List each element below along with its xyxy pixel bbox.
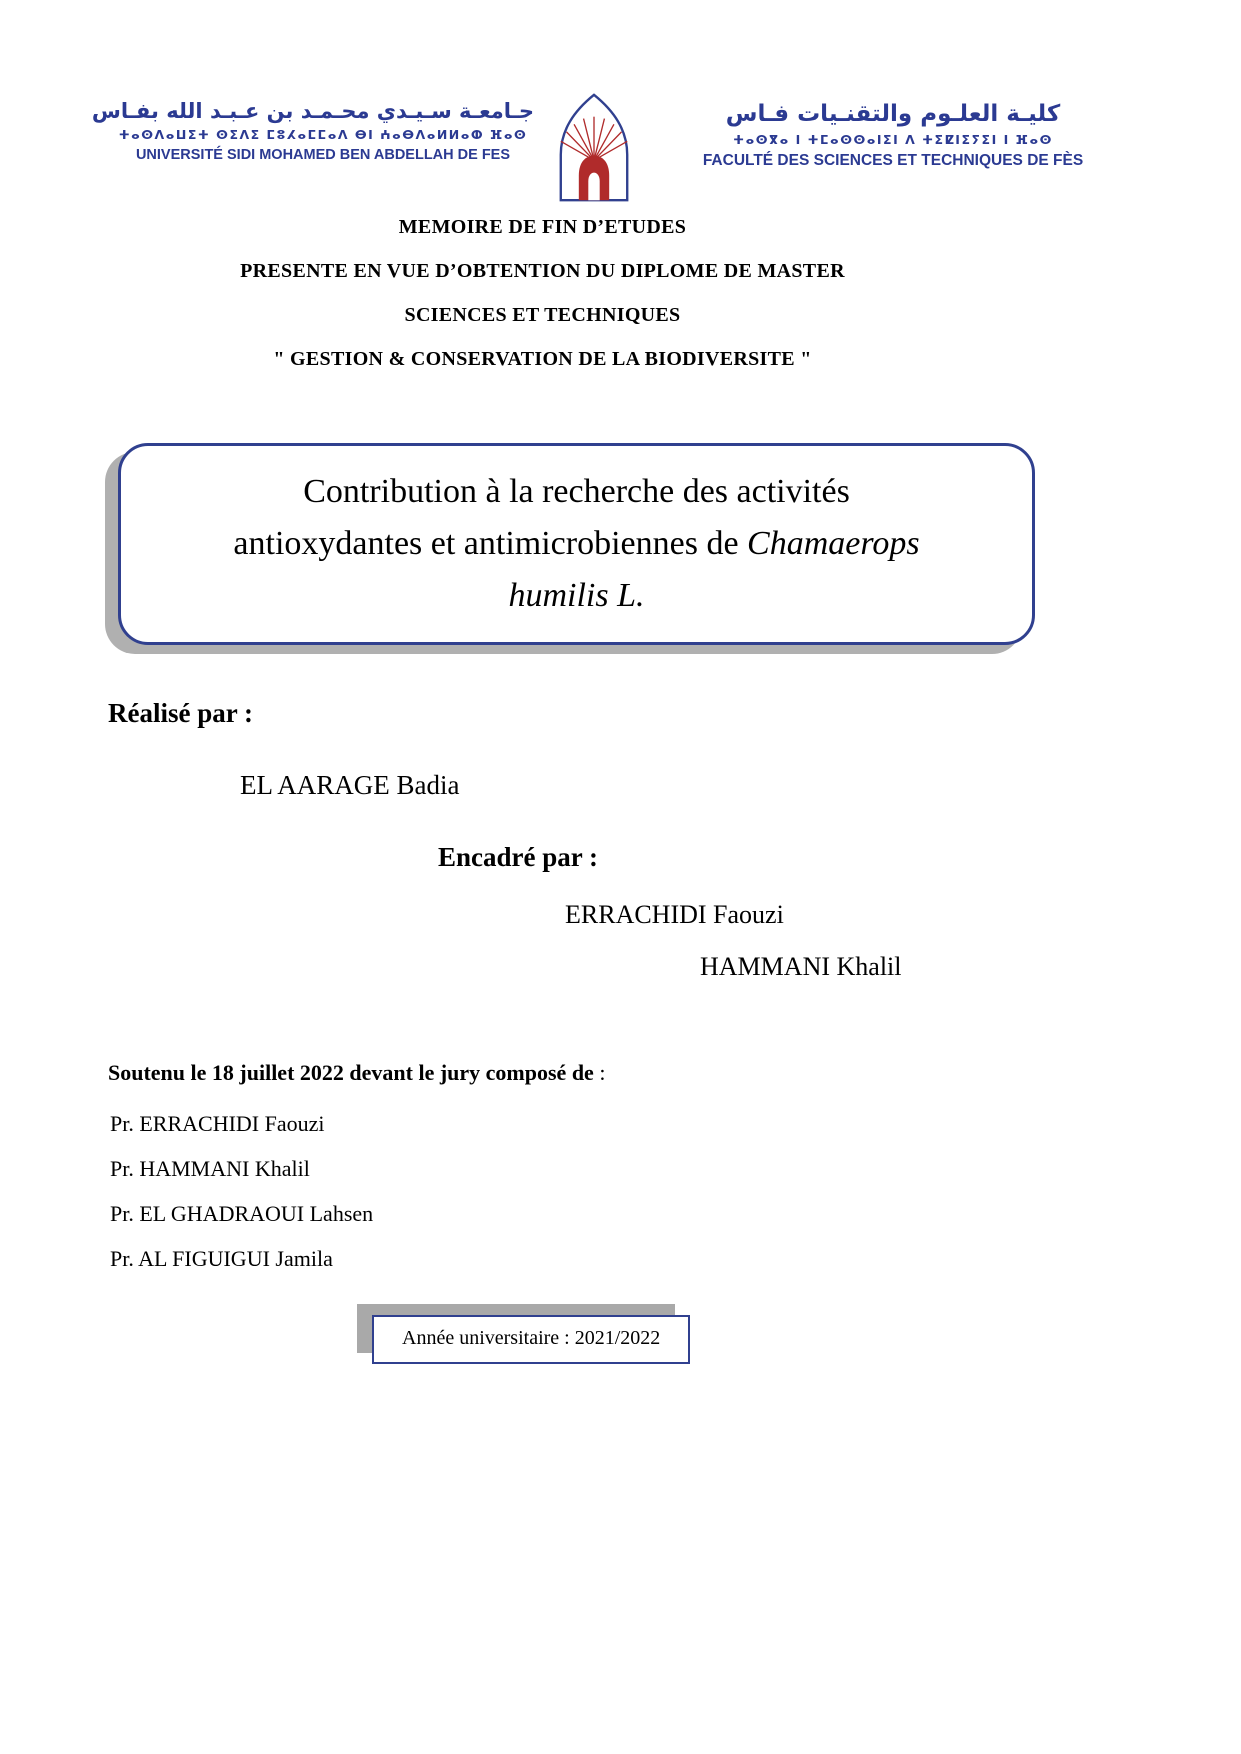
jury-member: Pr. HAMMANI Khalil (110, 1156, 310, 1181)
university-header (91, 92, 1132, 204)
jury-intro (108, 1060, 605, 1086)
university-name-arabic: جـامعـة سـيـدي محـمـد بن عـبـد الله بفـاس (91, 99, 534, 123)
academic-year-text: Année universitaire : 2021/2022 (402, 1327, 661, 1349)
faculty-name-tifinagh: ⵜⴰⵙⴳⴰ ⵏ ⵜⵎⴰⵙⵙⴰⵏⵉⵏ ⴷ ⵜⵉⵇⵏⵉⵢⵉⵏ ⵏ ⴼⴰⵙ (733, 131, 1053, 147)
sciences-line: SCIENCES ET TECHNIQUES (404, 304, 681, 326)
thesis-title-line2-regular: antioxydantes et antimicrobiennes de (233, 525, 748, 562)
jury-list (110, 1110, 373, 1290)
academic-year-box (372, 1315, 690, 1364)
jury-intro-colon: : (593, 1060, 606, 1085)
specialite-line: " GESTION & CONSERVATION DE LA BIODIVERSITE " (273, 348, 812, 370)
thesis-title-species-genus: Chamaerops (747, 525, 920, 562)
student-name: EL AARAGE Badia (240, 770, 460, 800)
university-logo-icon (546, 92, 642, 204)
jury-member: Pr. AL FIGUIGUI Jamila (110, 1246, 333, 1271)
faculty-block (654, 92, 1132, 170)
memoire-line: MEMOIRE DE FIN D’ETUDES (398, 216, 687, 238)
realise-par-label: Réalisé par : (108, 698, 253, 728)
thesis-title-line3 (151, 570, 1002, 622)
faculty-name-arabic: كليـة العلـوم والتقنـيات فـاس (725, 101, 1061, 127)
jury-member: Pr. EL GHADRAOUI Lahsen (110, 1201, 374, 1226)
jury-intro-bold: Soutenu le 18 juillet 2022 devant le jury composé de (108, 1060, 594, 1085)
university-name-latin: UNIVERSITÉ SIDI MOHAMED BEN ABDELLAH DE FES (135, 147, 511, 164)
thesis-title-species-epithet: humilis L. (508, 577, 645, 614)
jury-member: Pr. ERRACHIDI Faouzi (110, 1111, 325, 1136)
faculty-name-latin: FACULTÉ DES SCIENCES ET TECHNIQUES DE FÈS (702, 151, 1084, 169)
supervisor-name: ERRACHIDI Faouzi (565, 900, 784, 929)
university-name-tifinagh: ⵜⴰⵙⴷⴰⵡⵉⵜ ⵙⵉⴷⵉ ⵎⵓⵃⴰⵎⵎⴰⴷ ⴱⵏ ⵄⴰⴱⴷⴰⵍⵍⴰⵀ ⴼⴰⵙ (118, 127, 528, 143)
thesis-title-line2 (151, 518, 1002, 570)
diplome-line: PRESENTE EN VUE D’OBTENTION DU DIPLOME DE MASTER (240, 260, 845, 282)
university-logo (534, 92, 654, 204)
degree-intro (0, 216, 1085, 392)
university-block (91, 92, 534, 164)
thesis-title-box (118, 443, 1035, 645)
supervisor-name: HAMMANI Khalil (700, 952, 902, 981)
thesis-title-line1: Contribution à la recherche des activités (303, 473, 850, 510)
encadre-par-label: Encadré par : (438, 842, 598, 872)
